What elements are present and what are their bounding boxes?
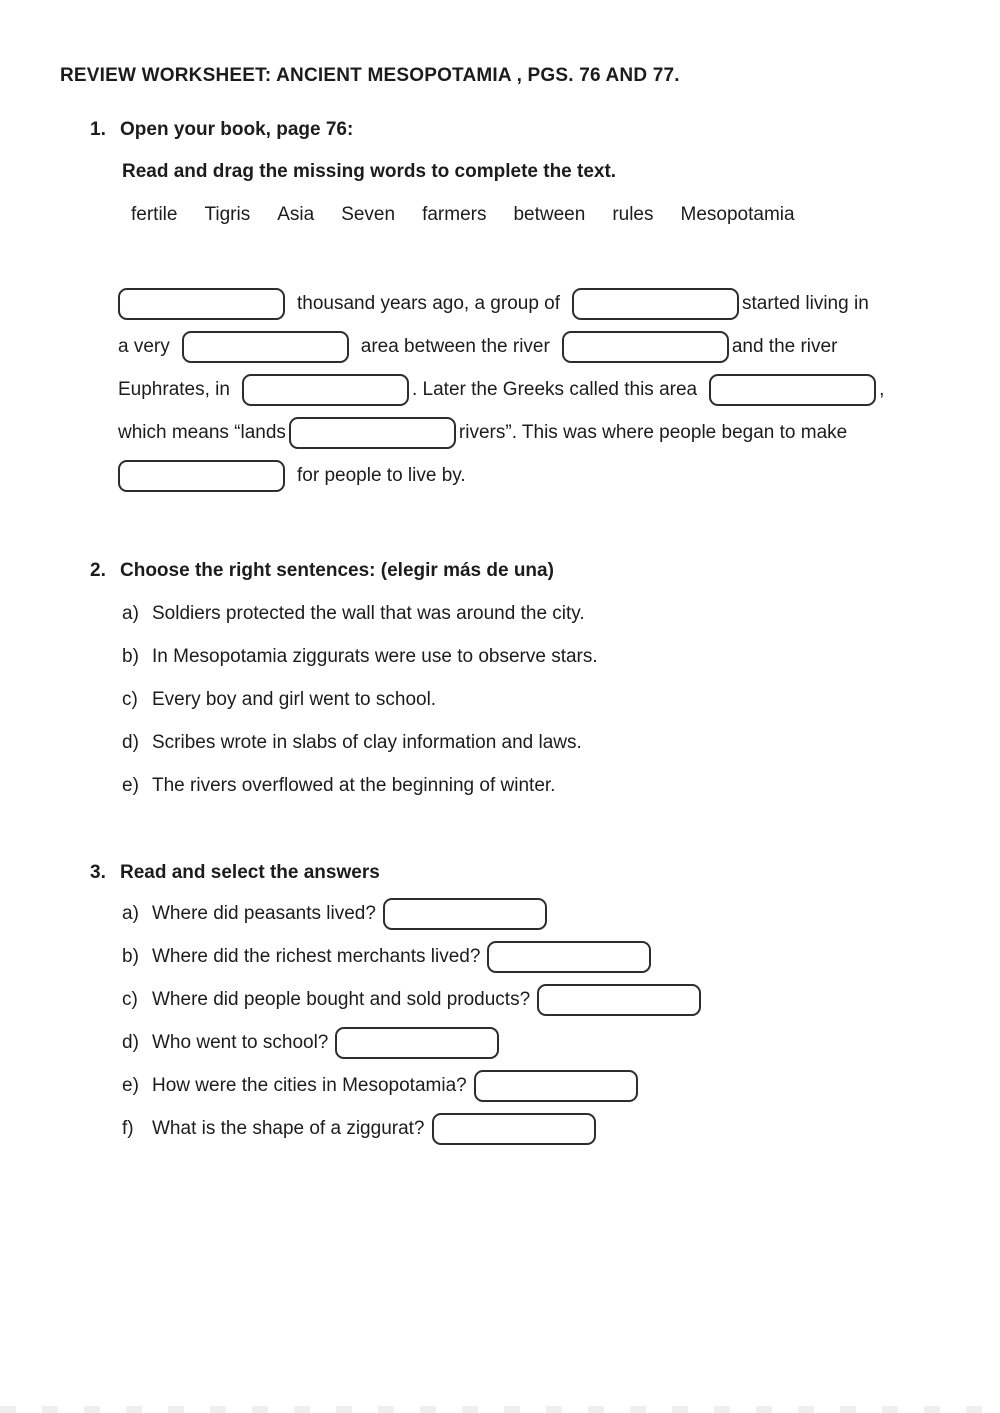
- cloze-blank-7[interactable]: [289, 417, 456, 449]
- cloze-blank-5[interactable]: [242, 374, 409, 406]
- section-1-number: 1.: [90, 119, 106, 140]
- question-row-e: [122, 1070, 942, 1102]
- section-2-heading: Choose the right sentences: (elegir más de una): [120, 560, 554, 581]
- scan-noise-artifact: [0, 1406, 1000, 1413]
- cloze-line-2: [118, 325, 942, 368]
- section-1: [60, 117, 942, 497]
- question-row-f: [122, 1113, 942, 1145]
- cloze-blank-3[interactable]: [182, 331, 349, 363]
- word-bank-item-seven[interactable]: Seven: [341, 204, 396, 225]
- cloze-text: Euphrates, in: [118, 378, 230, 400]
- choice-letter: a): [122, 603, 139, 624]
- cloze-text: ,: [879, 378, 885, 400]
- section-3-heading: Read and select the answers: [120, 862, 380, 883]
- question-answer-list: [122, 898, 942, 1145]
- choice-sentence-a[interactable]: [122, 603, 942, 624]
- question-row-b: [122, 941, 942, 973]
- choice-text: The rivers overflowed at the beginning of winter.: [152, 775, 556, 796]
- cloze-text: . Later the Greeks called this area: [411, 378, 698, 400]
- cloze-text: rivers”. This was where people began to make: [458, 421, 848, 443]
- answer-select-b[interactable]: [487, 941, 651, 973]
- section-1-heading: Open your book, page 76:: [120, 119, 354, 140]
- cloze-paragraph: [118, 282, 942, 497]
- cloze-text: which means “lands: [118, 421, 286, 443]
- word-bank-item-asia[interactable]: Asia: [277, 204, 315, 225]
- question-text: How were the cities in Mesopotamia?: [152, 1075, 467, 1096]
- question-letter: f): [122, 1118, 134, 1139]
- cloze-line-1: [118, 282, 942, 325]
- question-letter: d): [122, 1032, 139, 1053]
- question-letter: a): [122, 903, 139, 924]
- choice-text: Soldiers protected the wall that was around the city.: [152, 603, 585, 624]
- question-row-a: [122, 898, 942, 930]
- cloze-text: a very: [118, 335, 170, 357]
- cloze-line-3: [118, 368, 942, 411]
- section-2: [60, 558, 942, 796]
- choice-sentence-e[interactable]: [122, 775, 942, 796]
- choice-letter: b): [122, 646, 139, 667]
- word-bank-item-farmers[interactable]: farmers: [422, 204, 487, 225]
- choice-text: Every boy and girl went to school.: [152, 689, 437, 710]
- word-bank-item-between[interactable]: between: [513, 204, 586, 225]
- section-3: [60, 860, 942, 1145]
- sentence-choice-list: [122, 603, 942, 796]
- question-letter: b): [122, 946, 139, 967]
- choice-sentence-d[interactable]: [122, 732, 942, 753]
- question-letter: c): [122, 989, 138, 1010]
- cloze-blank-2[interactable]: [572, 288, 739, 320]
- answer-select-e[interactable]: [474, 1070, 638, 1102]
- question-text: What is the shape of a ziggurat?: [152, 1118, 425, 1139]
- section-2-number: 2.: [90, 560, 106, 581]
- word-bank-item-tigris[interactable]: Tigris: [204, 204, 251, 225]
- choice-letter: c): [122, 689, 138, 710]
- choice-text: Scribes wrote in slabs of clay information and laws.: [152, 732, 582, 753]
- cloze-text: area between the river: [360, 335, 550, 357]
- section-2-heading-row: [60, 558, 942, 583]
- answer-select-f[interactable]: [432, 1113, 596, 1145]
- question-text: Where did people bought and sold products?: [152, 989, 531, 1010]
- question-text: Where did peasants lived?: [152, 903, 376, 924]
- question-row-d: [122, 1027, 942, 1059]
- choice-letter: d): [122, 732, 139, 753]
- cloze-text: started living in: [742, 292, 869, 314]
- cloze-line-4: [118, 411, 942, 454]
- question-row-c: [122, 984, 942, 1016]
- section-1-heading-row: [60, 117, 942, 142]
- cloze-blank-1[interactable]: [118, 288, 285, 320]
- answer-select-a[interactable]: [383, 898, 547, 930]
- choice-letter: e): [122, 775, 139, 796]
- word-bank-item-mesopotamia[interactable]: Mesopotamia: [680, 204, 795, 225]
- question-text: Where did the richest merchants lived?: [152, 946, 481, 967]
- cloze-line-5: [118, 454, 942, 497]
- choice-sentence-b[interactable]: [122, 646, 942, 667]
- question-text: Who went to school?: [152, 1032, 329, 1053]
- word-bank-item-fertile[interactable]: fertile: [131, 204, 178, 225]
- section-3-heading-row: [60, 860, 942, 885]
- answer-select-d[interactable]: [335, 1027, 499, 1059]
- cloze-blank-8[interactable]: [118, 460, 285, 492]
- choice-text: In Mesopotamia ziggurats were use to observe stars.: [152, 646, 598, 667]
- answer-select-c[interactable]: [537, 984, 701, 1016]
- cloze-text: for people to live by.: [297, 464, 466, 486]
- cloze-blank-6[interactable]: [709, 374, 876, 406]
- word-bank-item-rules[interactable]: rules: [612, 204, 654, 225]
- question-letter: e): [122, 1075, 139, 1096]
- cloze-text: thousand years ago, a group of: [297, 292, 561, 314]
- cloze-text: and the river: [731, 335, 838, 357]
- worksheet-title: REVIEW WORKSHEET: ANCIENT MESOPOTAMIA , PGS. 76 AND 77.: [60, 65, 680, 86]
- word-bank: [131, 203, 942, 227]
- section-3-number: 3.: [90, 862, 106, 883]
- choice-sentence-c[interactable]: [122, 689, 942, 710]
- section-1-instruction: Read and drag the missing words to complete the text.: [122, 161, 617, 182]
- cloze-blank-4[interactable]: [562, 331, 729, 363]
